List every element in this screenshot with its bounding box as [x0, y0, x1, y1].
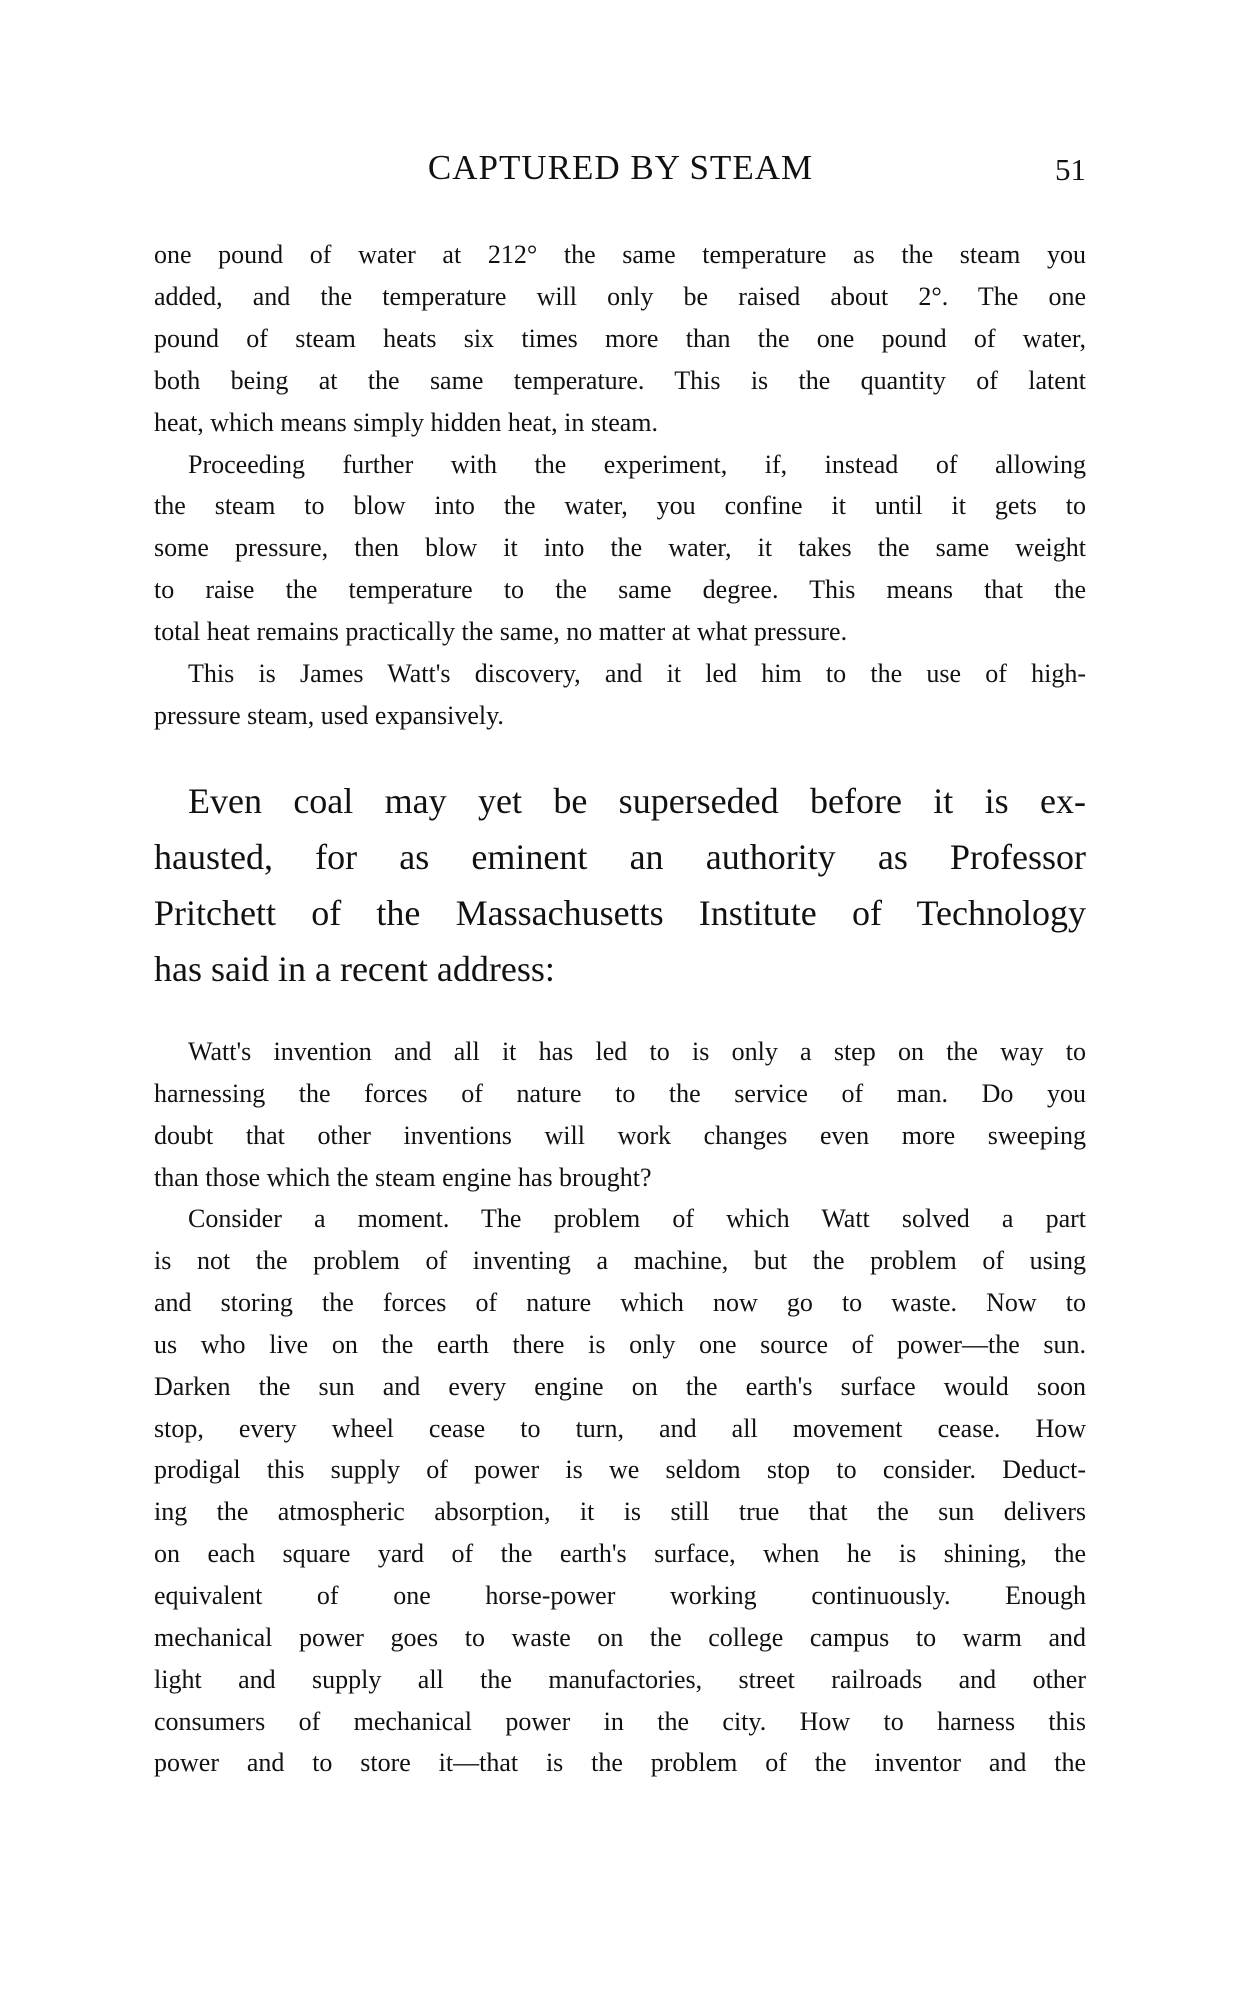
text-line-content: total heat remains practically the same, no matter at what pressure.: [154, 617, 848, 647]
text-line: [154, 773, 1086, 829]
text-line: [154, 360, 1086, 402]
text-line: [154, 1701, 1086, 1743]
text-line-content: mechanical power goes to waste on the college campus to warm and: [154, 1622, 1086, 1652]
text-line: [154, 829, 1086, 885]
text-line: [154, 276, 1086, 318]
text-line: [154, 1282, 1086, 1324]
text-line-content: equivalent of one horse-power working continuously. Enough: [154, 1580, 1086, 1610]
text-line-content: ing the atmospheric absorption, it is still true that the sun delivers: [154, 1497, 1086, 1527]
text-line: [154, 444, 1086, 486]
text-line-content: some pressure, then blow it into the water, it takes the same weight: [154, 533, 1086, 563]
text-line: [154, 941, 1086, 997]
text-line: [154, 1408, 1086, 1450]
text-line-content: on each square yard of the earth's surface, when he is shining, the: [154, 1539, 1086, 1569]
text-line-content: stop, every wheel cease to turn, and all movement cease. How: [154, 1413, 1086, 1443]
text-line: [154, 1115, 1086, 1157]
text-line-content: Pritchett of the Massachusetts Institute of Technology: [154, 893, 1086, 933]
text-line: [154, 1073, 1086, 1115]
text-line-content: us who live on the earth there is only one source of power—the sun.: [154, 1329, 1086, 1359]
text-line-content: is not the problem of inventing a machine, but the problem of using: [154, 1246, 1086, 1276]
text-line-content: doubt that other inventions will work changes even more sweeping: [154, 1120, 1086, 1150]
text-line-content: prodigal this supply of power is we seldom stop to consider. Deduct-: [154, 1455, 1086, 1485]
text-line: [154, 1533, 1086, 1575]
text-line: [154, 885, 1086, 941]
text-line: [154, 1324, 1086, 1366]
text-line-content: power and to store it—that is the problem of the inventor and the: [154, 1748, 1086, 1778]
text-line-content: has said in a recent address:: [154, 949, 555, 989]
text-line: [154, 1366, 1086, 1408]
text-line-content: than those which the steam engine has brought?: [154, 1162, 652, 1192]
text-line: [154, 234, 1086, 276]
text-line-content: heat, which means simply hidden heat, in steam.: [154, 407, 658, 437]
text-line: [154, 653, 1086, 695]
text-line-content: Even coal may yet be superseded before it is ex-: [188, 781, 1086, 821]
text-line: [154, 1575, 1086, 1617]
text-line-content: Darken the sun and every engine on the earth's surface would soon: [154, 1371, 1086, 1401]
body-text-top: [154, 234, 1086, 737]
text-line: [154, 1742, 1086, 1784]
text-line: [154, 569, 1086, 611]
text-line-content: added, and the temperature will only be raised about 2°. The one: [154, 281, 1086, 311]
text-line-content: consumers of mechanical power in the city. How to harness this: [154, 1706, 1086, 1736]
text-line: [154, 1617, 1086, 1659]
text-line: [154, 1157, 1086, 1199]
text-line-content: This is James Watt's discovery, and it led him to the use of high-: [188, 659, 1086, 689]
text-line-content: light and supply all the manufactories, street railroads and other: [154, 1664, 1086, 1694]
text-line: [154, 485, 1086, 527]
text-line: [154, 1198, 1086, 1240]
text-line-content: harnessing the forces of nature to the service of man. Do you: [154, 1078, 1086, 1108]
text-line-content: to raise the temperature to the same degree. This means that the: [154, 575, 1086, 605]
running-title: CAPTURED BY STEAM: [427, 148, 814, 187]
body-text-large: [154, 773, 1086, 997]
text-line-content: Watt's invention and all it has led to is only a step on the way to: [188, 1037, 1086, 1066]
text-line-content: the steam to blow into the water, you confine it until it gets to: [154, 491, 1086, 521]
block-quote: [154, 1031, 1086, 1784]
text-line: [154, 402, 1086, 444]
text-line-content: pressure steam, used expansively.: [154, 700, 504, 730]
text-line-content: one pound of water at 212° the same temperature as the steam you: [154, 240, 1086, 269]
text-line: [154, 318, 1086, 360]
text-line-content: Consider a moment. The problem of which Watt solved a part: [188, 1204, 1086, 1234]
text-line: [154, 527, 1086, 569]
text-line: [154, 1449, 1086, 1491]
text-line-content: and storing the forces of nature which now go to waste. Now to: [154, 1288, 1086, 1318]
text-line-content: pound of steam heats six times more than the one pound of water,: [154, 323, 1086, 353]
text-line: [154, 695, 1086, 737]
text-line: [154, 1031, 1086, 1073]
text-line: [154, 1659, 1086, 1701]
text-line-content: hausted, for as eminent an authority as Professor: [154, 837, 1086, 877]
text-line: [154, 1491, 1086, 1533]
text-line-content: Proceeding further with the experiment, if, instead of allowing: [188, 449, 1086, 479]
text-line: [154, 611, 1086, 653]
text-line-content: both being at the same temperature. This is the quantity of latent: [154, 365, 1086, 395]
text-line: [154, 1240, 1086, 1282]
page-number: 51: [1055, 152, 1086, 187]
